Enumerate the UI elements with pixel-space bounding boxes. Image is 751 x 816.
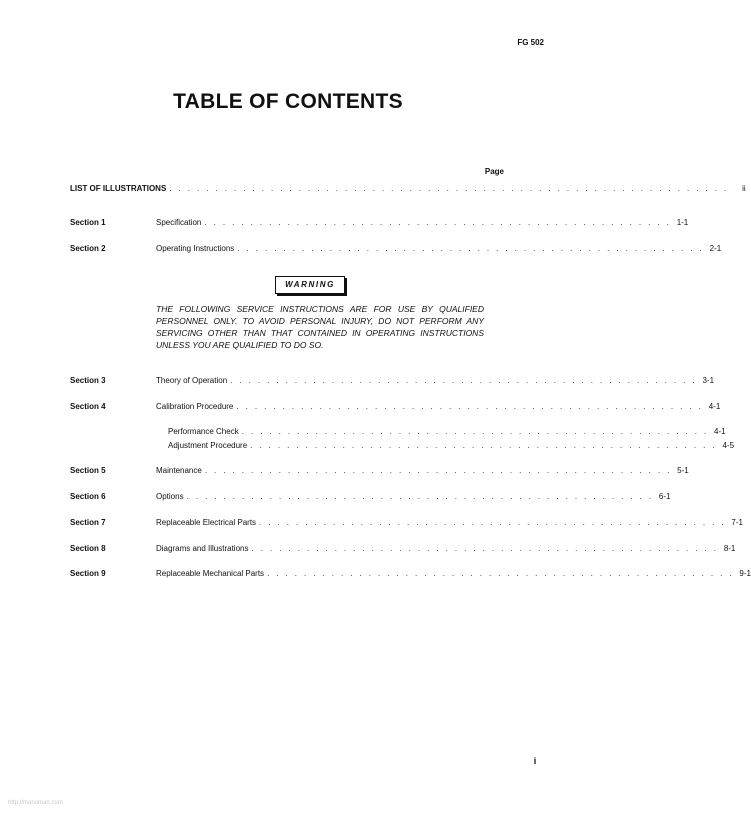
- section-label: Section 5: [70, 466, 106, 475]
- section-label: Section 1: [70, 218, 106, 227]
- toc-entry-title: Adjustment Procedure: [168, 441, 248, 450]
- toc-entry-page: 8-1: [723, 544, 736, 553]
- section-label: Section 7: [70, 518, 106, 527]
- dot-leader: . . . . . . . . . . . . . . . . . . . . . . . . . . . . . . . . . . . . . . . . . . . . . . . . . . . . . . . . . . . . .: [169, 184, 729, 193]
- toc-entry: [156, 401, 721, 413]
- section-label: Section 3: [70, 376, 106, 385]
- toc-row-section-8: [70, 543, 736, 555]
- toc-row-section-9: [70, 568, 751, 580]
- section-label: Section 2: [70, 244, 106, 253]
- toc-entry-page: 9-1: [739, 569, 751, 578]
- toc-entry-title: Performance Check: [168, 427, 239, 436]
- toc-entry-title: Calibration Procedure: [156, 402, 234, 411]
- toc-row-section-1: [70, 217, 689, 229]
- toc-row-subsection: [70, 440, 735, 452]
- toc-entry: [168, 426, 726, 438]
- dot-leader: . . . . . . . . . . . . . . . . . . . . . . . . . . . . . . . . . . . . . . . . . . . . . . . . . . .: [251, 544, 719, 553]
- section-label: Section 6: [70, 492, 106, 501]
- toc-entry-page: 4-1: [714, 427, 726, 436]
- toc-entry-title: Maintenance: [156, 466, 202, 475]
- toc-row-section-2: [70, 243, 722, 255]
- page-title: TABLE OF CONTENTS: [173, 90, 403, 113]
- dot-leader: . . . . . . . . . . . . . . . . . . . . . . . . . . . . . . . . . . . . . . . . . . . . . . . . . . .: [230, 376, 698, 385]
- toc-entry-title: Options: [156, 492, 184, 501]
- dot-leader: . . . . . . . . . . . . . . . . . . . . . . . . . . . . . . . . . . . . . . . . . . . . . . . . . . .: [186, 492, 654, 501]
- toc-row-section-7: [70, 517, 743, 529]
- watermark: http://manoman.com: [8, 800, 63, 806]
- toc-entry-title: Replaceable Mechanical Parts: [156, 569, 265, 578]
- section-label: Section 4: [70, 402, 106, 411]
- toc-entry: [156, 517, 743, 529]
- dot-leader: . . . . . . . . . . . . . . . . . . . . . . . . . . . . . . . . . . . . . . . . . . . . . . . . . . .: [236, 402, 704, 411]
- toc-entry-page: 1-1: [676, 218, 689, 227]
- document-id: FG 502: [517, 38, 544, 47]
- section-label: Section 8: [70, 544, 106, 553]
- page-number: i: [533, 756, 537, 766]
- toc-entry: [156, 568, 751, 580]
- toc-entry-title: Diagrams and Illustrations: [156, 544, 249, 553]
- toc-entry: [70, 183, 746, 195]
- toc-row-section-3: [70, 375, 715, 387]
- dot-leader: . . . . . . . . . . . . . . . . . . . . . . . . . . . . . . . . . . . . . . . . . . . . . . . . . . .: [204, 466, 672, 475]
- dot-leader: . . . . . . . . . . . . . . . . . . . . . . . . . . . . . . . . . . . . . . . . . . . . . . . . . . .: [241, 427, 709, 436]
- toc-entry-title: Theory of Operation: [156, 376, 228, 385]
- toc-entry-title: Replaceable Electrical Parts: [156, 518, 257, 527]
- dot-leader: . . . . . . . . . . . . . . . . . . . . . . . . . . . . . . . . . . . . . . . . . . . . . . . . . . .: [259, 518, 726, 527]
- toc-entry-page: 2-1: [709, 244, 722, 253]
- toc-entry-title: Operating Instructions: [156, 244, 235, 253]
- toc-row-section-6: [70, 491, 671, 503]
- toc-row-subsection: [70, 426, 726, 438]
- toc-entry-page: 5-1: [677, 466, 689, 475]
- toc-entry-page: 3-1: [702, 376, 715, 385]
- toc-entry-page: ii: [742, 184, 746, 193]
- toc-entry-page: 7-1: [731, 518, 743, 527]
- toc-entry: [156, 465, 689, 477]
- dot-leader: . . . . . . . . . . . . . . . . . . . . . . . . . . . . . . . . . . . . . . . . . . . . . . . . . . .: [267, 569, 734, 578]
- toc-entry: [156, 375, 715, 387]
- section-label: Section 9: [70, 569, 106, 578]
- toc-entry: [156, 543, 736, 555]
- toc-entry: [156, 243, 722, 255]
- toc-row-list-of-illustrations: [70, 183, 746, 195]
- toc-entry-title: Specification: [156, 218, 202, 227]
- toc-entry: [168, 440, 735, 452]
- toc-entry-page: 4-5: [722, 441, 735, 450]
- toc-row-section-4: [70, 401, 721, 413]
- toc-row-section-5: [70, 465, 689, 477]
- toc-entry: [156, 491, 671, 503]
- toc-entry-title: LIST OF ILLUSTRATIONS: [70, 184, 167, 193]
- dot-leader: . . . . . . . . . . . . . . . . . . . . . . . . . . . . . . . . . . . . . . . . . . . . . . . . . . .: [250, 441, 718, 450]
- toc-entry: [156, 217, 689, 229]
- warning-text: THE FOLLOWING SERVICE INSTRUCTIONS ARE FOR USE BY QUALIFIED PERSONNEL ONLY. TO AVOID PERSONAL INJURY, DO NOT PERFORM ANY SERVICING OTHER THAN THAT CONTAINED IN OPERATING INSTRUCTIONS UNLESS YOU ARE QUALIFIED TO DO SO.: [156, 304, 484, 350]
- dot-leader: . . . . . . . . . . . . . . . . . . . . . . . . . . . . . . . . . . . . . . . . . . . . . . . . . . .: [204, 218, 672, 227]
- toc-entry-page: 4-1: [708, 402, 721, 411]
- warning-badge: WARNING: [275, 276, 345, 294]
- page-column-header: Page: [484, 167, 504, 176]
- toc-entry-page: 6-1: [658, 492, 671, 501]
- dot-leader: . . . . . . . . . . . . . . . . . . . . . . . . . . . . . . . . . . . . . . . . . . . . . . . . . . .: [237, 244, 705, 253]
